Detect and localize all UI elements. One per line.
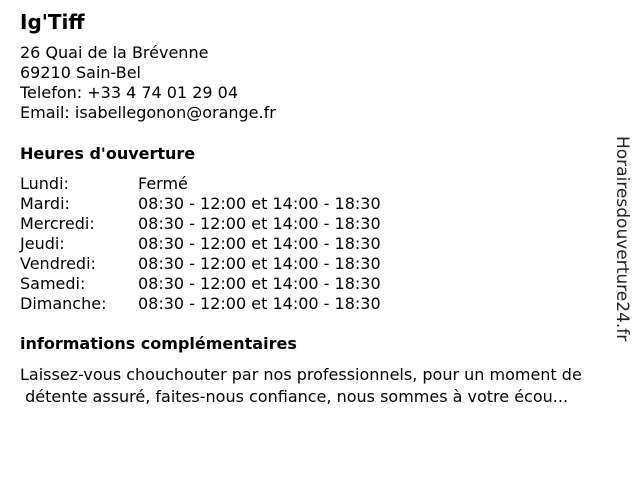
opening-hours-heading: Heures d'ouverture — [20, 144, 196, 163]
hours-day: Samedi: — [20, 274, 86, 293]
phone-number[interactable]: Telefon: +33 4 74 01 29 04 — [20, 83, 239, 102]
hours-row-wednesday — [20, 214, 430, 234]
additional-info-heading: informations complémentaires — [20, 334, 297, 353]
description-line: détente assuré, faites-nous confiance, nous sommes à votre écou... — [20, 387, 569, 406]
hours-day: Mardi: — [20, 194, 70, 213]
hours-time: 08:30 - 12:00 et 14:00 - 18:30 — [138, 254, 381, 273]
hours-time: 08:30 - 12:00 et 14:00 - 18:30 — [138, 234, 381, 253]
hours-row-friday — [20, 254, 430, 274]
hours-day: Vendredi: — [20, 254, 96, 273]
hours-row-tuesday — [20, 194, 430, 214]
opening-hours-table — [20, 174, 430, 314]
description-line: Laissez-vous chouchouter par nos professionnels, pour un moment de — [20, 365, 582, 384]
hours-time: 08:30 - 12:00 et 14:00 - 18:30 — [138, 274, 381, 293]
hours-day: Jeudi: — [20, 234, 65, 253]
address-street: 26 Quai de la Brévenne — [20, 43, 209, 62]
email-address[interactable]: Email: isabellegonon@orange.fr — [20, 103, 276, 122]
hours-row-sunday — [20, 294, 430, 314]
hours-row-thursday — [20, 234, 430, 254]
hours-row-saturday — [20, 274, 430, 294]
business-description — [20, 364, 632, 408]
contact-block — [20, 43, 276, 123]
hours-time: Fermé — [138, 174, 188, 193]
hours-time: 08:30 - 12:00 et 14:00 - 18:30 — [138, 214, 381, 233]
hours-day: Lundi: — [20, 174, 69, 193]
hours-time: 08:30 - 12:00 et 14:00 - 18:30 — [138, 194, 381, 213]
hours-day: Mercredi: — [20, 214, 95, 233]
hours-day: Dimanche: — [20, 294, 107, 313]
hours-row-monday — [20, 174, 430, 194]
address-city: 69210 Sain-Bel — [20, 63, 141, 82]
business-name: Ig'Tiff — [20, 10, 85, 34]
hours-time: 08:30 - 12:00 et 14:00 - 18:30 — [138, 294, 381, 313]
site-watermark: Horairesdouverture24.fr — [612, 136, 632, 342]
